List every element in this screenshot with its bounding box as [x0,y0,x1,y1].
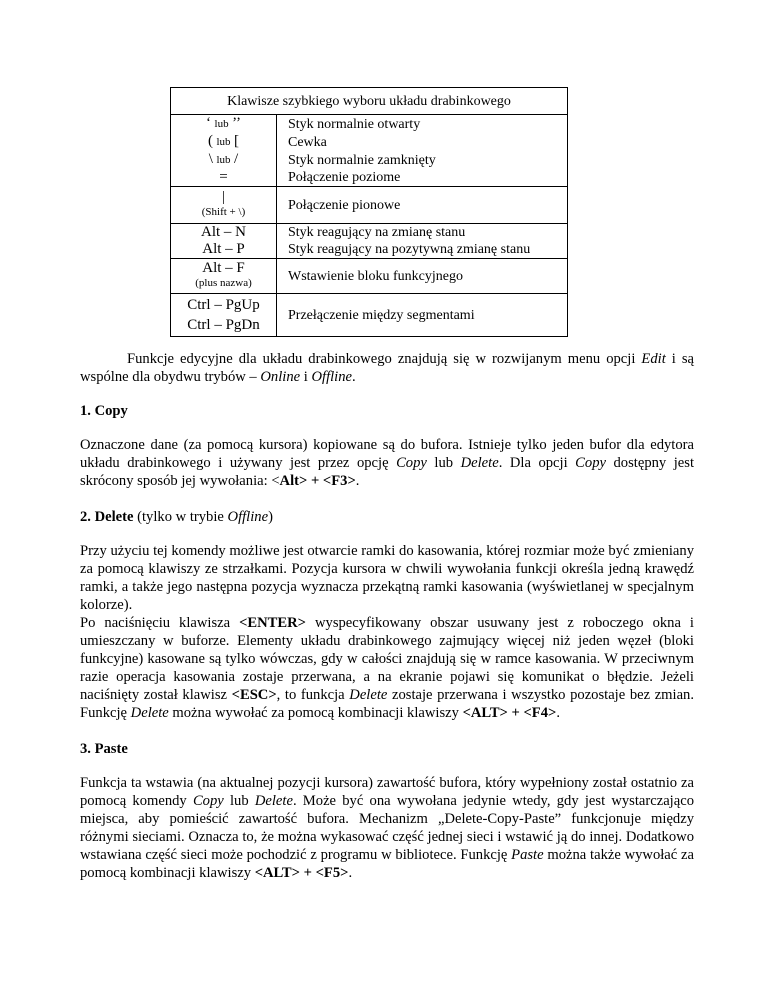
delete-paragraph-2: Po naciśnięciu klawisza <ENTER> wyspecyfikowany obszar usuwany jest z roboczego okna i umieszczany w buforze. Elementy układu drabinkowego zajmujący więcej niż jeden węzeł (bloki funkcyjne) kasowane są tylko wówczas, gdy w całości znajdują się w ramce kasowania. W przeciwnym razie operacja kasowania zostaje przerwana, a na ekranie pojawi się komunikat o błędzie. Jeżeli naciśnięty został klawisz <ESC>, to funkcja Delete zostaje przerwana i wszystko pozostaje bez zmian. Funkcję Delete można wywołać za pomocą kombinacji klawiszy <ALT> + <F4>. [80,615,694,721]
key-cell: ‘ lub ’’ [171,115,277,134]
key-cell: Alt – P [171,241,277,259]
key-cell: | (Shift + \) [171,187,277,224]
description-cell: Wstawienie bloku funkcyjnego [277,259,568,294]
key-cell: Alt – N [171,224,277,242]
table-row [171,133,568,151]
table-row [171,169,568,187]
table-row [171,241,568,259]
key-cell: Alt – F (plus nazwa) [171,259,277,294]
description-cell: Połączenie pionowe [277,187,568,224]
table-row [171,294,568,337]
table-row [171,151,568,169]
description-cell: Połączenie poziome [277,169,568,187]
intro-paragraph: Funkcje edycyjne dla układu drabinkowego znajdują się w rozwijanym menu opcji Edit i są wspólne dla obydwu trybów – Online i Offline. [80,351,694,385]
key-cell: \ lub / [171,151,277,169]
document-body [80,350,694,882]
table-header-row [171,88,568,115]
copy-paragraph: Oznaczone dane (za pomocą kursora) kopiowane są do bufora. Istnieje tylko jeden bufor dla edytora układu drabinkowego i używany jest przez opcję Copy lub Delete. Dla opcji Copy dostępny jest skrócony sposób jej wywołania: <Alt> + <F3>. [80,437,694,489]
delete-paragraph-1: Przy użyciu tej komendy możliwe jest otwarcie ramki do kasowania, której rozmiar może być zmieniany za pomocą klawiszy ze strzałkami. Pozycja kursora w chwili wywołania funkcji określa jedną krawędź ramki, a także jego następna pozycja wyznacza przekątną ramki kasowania (wyświetlanej w specjalnym kolorze). [80,543,694,613]
description-cell: Przełączenie między segmentami [277,294,568,337]
description-cell: Cewka [277,133,568,151]
description-cell: Styk reagujący na zmianę stanu [277,224,568,242]
section-heading-paste: 3. Paste [80,741,128,757]
table-title: Klawisze szybkiego wyboru układu drabinkowego [171,88,568,115]
table-row [171,115,568,134]
description-cell: Styk normalnie otwarty [277,115,568,134]
paste-paragraph: Funkcja ta wstawia (na aktualnej pozycji kursora) zawartość bufora, który wypełniony został ostatnio za pomocą komendy Copy lub Delete. Może być ona wywołana jedynie wtedy, gdy jest wystarczająco miejsca, aby pomieścić zawartość bufora. Mechanizm „Delete-Copy-Paste” funkcjonuje między różnymi sieciami. Oznacza to, że można wykasować część jednej sieci i wstawić ją do innej. Dodatkowo wstawiana część sieci może pochodzić z programu w bibliotece. Funkcję Paste można także wywołać za pomocą kombinacji klawiszy <ALT> + <F5>. [80,775,694,881]
key-cell: = [171,169,277,187]
description-cell: Styk reagujący na pozytywną zmianę stanu [277,241,568,259]
key-cell: ( lub [ [171,133,277,151]
table-row [171,224,568,242]
shortcut-keys-table [170,87,568,337]
key-cell: Ctrl – PgUp Ctrl – PgDn [171,294,277,337]
section-heading-delete: 2. Delete (tylko w trybie Offline) [80,509,273,525]
section-heading-copy: 1. Copy [80,403,128,419]
table-row [171,259,568,294]
description-cell: Styk normalnie zamknięty [277,151,568,169]
table-row [171,187,568,224]
